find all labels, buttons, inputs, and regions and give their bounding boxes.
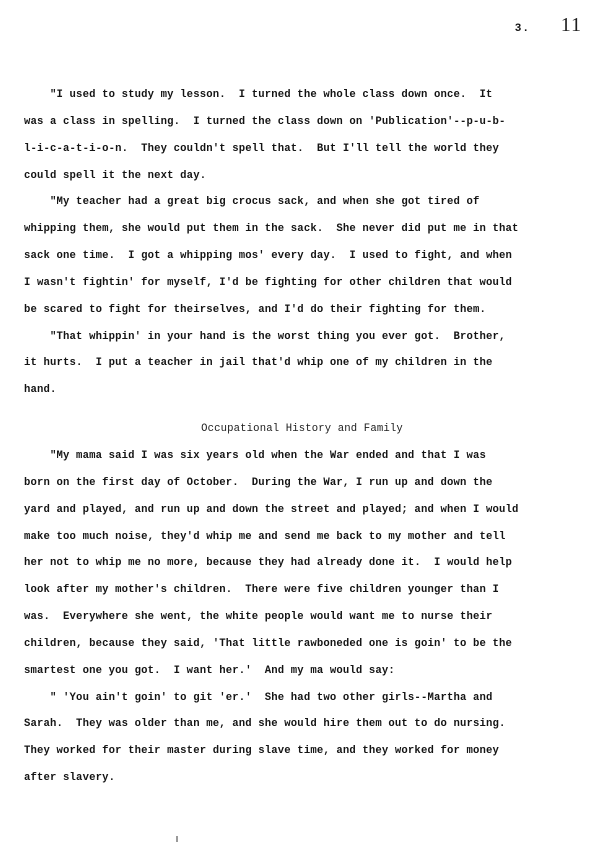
text-line: hand. bbox=[24, 384, 57, 397]
text-line: it hurts. I put a teacher in jail that'd whip one of my children in the bbox=[24, 357, 493, 370]
page-number-small: 3. bbox=[514, 23, 530, 35]
text-line: Sarah. They was older than me, and she would hire them out to do nursing. bbox=[24, 718, 506, 731]
text-line: "My teacher had a great big crocus sack, and when she got tired of bbox=[24, 196, 480, 209]
text-line: They worked for their master during slave time, and they worked for money bbox=[24, 745, 500, 758]
text-line: yard and played, and run up and down the street and played; and when I would bbox=[24, 503, 519, 516]
scan-speck bbox=[176, 836, 178, 842]
text-line: l-i-c-a-t-i-o-n. They couldn't spell that. But I'll tell the world they bbox=[24, 142, 500, 155]
text-line: sack one time. I got a whipping mos' every day. I used to fight, and when bbox=[24, 250, 513, 263]
text-line: look after my mother's children. There were five children younger than I bbox=[24, 584, 500, 597]
text-line: " 'You ain't goin' to git 'er.' She had two other girls--Martha and bbox=[24, 691, 493, 704]
text-line: was. Everywhere she went, the white people would want me to nurse their bbox=[24, 611, 493, 624]
text-line: after slavery. bbox=[24, 772, 116, 785]
text-line: born on the first day of October. During the War, I run up and down the bbox=[24, 476, 493, 489]
page-number bbox=[515, 14, 582, 37]
text-line: was a class in spelling. I turned the class down on 'Publication'--p-u-b- bbox=[24, 115, 506, 128]
text-line: make too much noise, they'd whip me and send me back to my mother and tell bbox=[24, 530, 506, 543]
text-line: smartest one you got. I want her.' And my ma would say: bbox=[24, 664, 395, 677]
text-line: "I used to study my lesson. I turned the whole class down once. It bbox=[24, 89, 493, 101]
text-line: children, because they said, 'That little rawboneded one is goin' to be the bbox=[24, 637, 513, 650]
page-number-large: 11 bbox=[560, 14, 582, 36]
text-line: "My mama said I was six years old when the War ended and that I was bbox=[24, 449, 487, 462]
text-line: could spell it the next day. bbox=[24, 169, 207, 182]
text-line: whipping them, she would put them in the sack. She never did put me in that bbox=[24, 223, 519, 236]
text-line: "That whippin' in your hand is the worst thing you ever got. Brother, bbox=[24, 330, 506, 343]
text-line: be scared to fight for theirselves, and I'd do their fighting for them. bbox=[24, 303, 487, 316]
section-heading: Occupational History and Family bbox=[201, 423, 403, 436]
text-line: I wasn't fightin' for myself, I'd be fighting for other children that would bbox=[24, 276, 513, 289]
text-line: her not to whip me no more, because they had already done it. I would help bbox=[24, 557, 513, 570]
body-text bbox=[24, 82, 580, 792]
